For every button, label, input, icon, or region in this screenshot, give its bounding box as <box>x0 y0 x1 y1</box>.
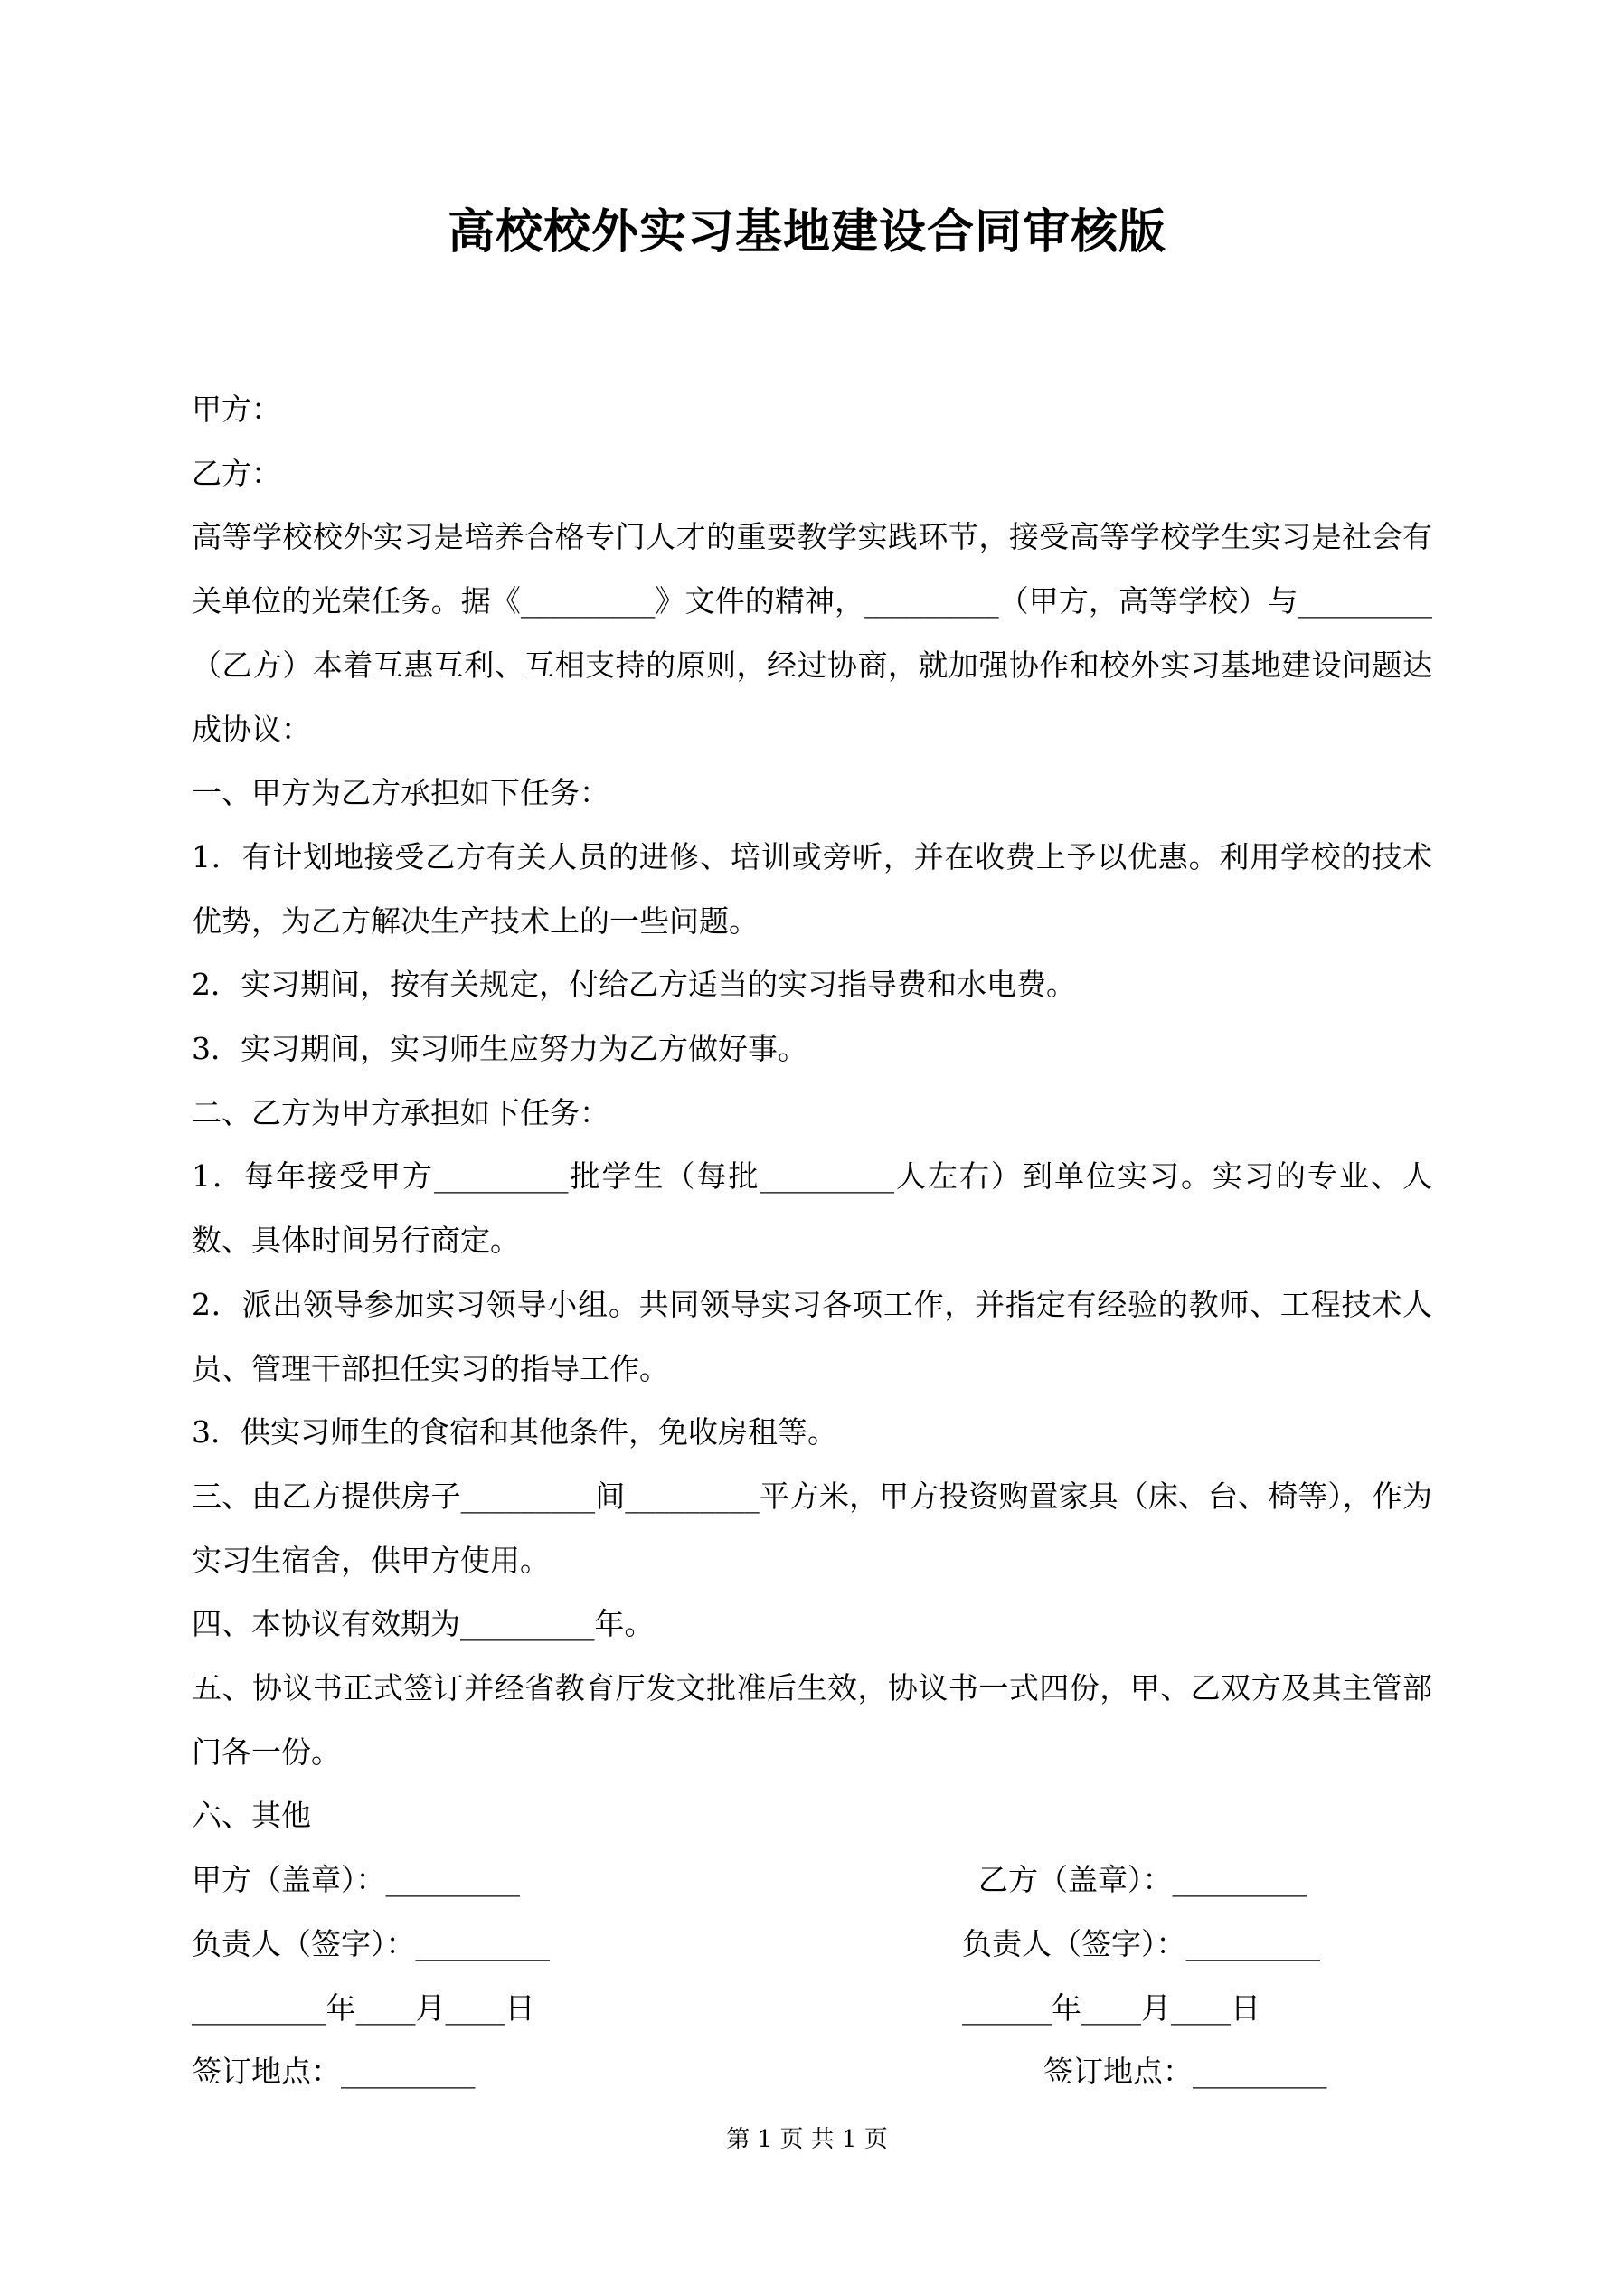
page-footer: 第 1 页 共 1 页 <box>726 2126 888 2153</box>
party-a-date-field: _________年____月____日 <box>192 1989 535 2026</box>
signature-row-date <box>192 1977 1432 2041</box>
party-a-line: 甲方： <box>192 392 281 427</box>
section-2-item-2: 2．派出领导参加实习领导小组。共同领导实习各项工作，并指定有经验的教师、工程技术人员、管理干部担任实习的指导工作。 <box>192 1286 1432 1386</box>
document-body <box>192 378 1432 2104</box>
party-b-location-field: 签订地点：_________ <box>1043 2054 1327 2090</box>
section-3-paragraph: 三、由乙方提供房子_________间_________平方米，甲方投资购置家具（床、台、椅等），作为实习生宿舍，供甲方使用。 <box>192 1478 1432 1578</box>
signature-row-location <box>192 2040 1432 2104</box>
section-4-paragraph: 四、本协议有效期为_________年。 <box>192 1606 655 1642</box>
party-b-representative-field: 负责人（签字）：_________ <box>962 1925 1320 1961</box>
document-title: 高校校外实习基地建设合同审核版 <box>447 204 1166 260</box>
section-1-item-2: 2．实习期间，按有关规定，付给乙方适当的实习指导费和水电费。 <box>192 967 1076 1003</box>
preamble-paragraph: 高等学校校外实习是培养合格专门人才的重要教学实践环节，接受高等学校学生实习是社会有关单位的光荣任务。据《_________》文件的精神，_________（甲方，高等学校）与_________（乙方）本着互惠互利、互相支持的原则，经过协商，就加强协作和校外实习基地建设问题达成协议： <box>192 519 1432 747</box>
party-a-representative-field: 负责人（签字）：_________ <box>192 1925 550 1961</box>
section-2-item-1: 1．每年接受甲方_________批学生（每批_________人左右）到单位实习。实习的专业、人数、具体时间另行商定。 <box>192 1158 1432 1259</box>
party-a-location-field: 签订地点：_________ <box>192 2054 476 2090</box>
section-5-paragraph: 五、协议书正式签订并经省教育厅发文批准后生效，协议书一式四份，甲、乙双方及其主管部门各一份。 <box>192 1670 1432 1770</box>
section-6-heading: 六、其他 <box>192 1798 311 1834</box>
party-a-seal-field: 甲方（盖章）：_________ <box>192 1862 520 1898</box>
section-1-item-3: 3．实习期间，实习师生应努力为乙方做好事。 <box>192 1031 807 1067</box>
section-1-item-1: 1．有计划地接受乙方有关人员的进修、培训或旁听，并在收费上予以优惠。利用学校的技术优势，为乙方解决生产技术上的一些问题。 <box>192 838 1432 939</box>
section-2-item-3: 3．供实习师生的食宿和其他条件，免收房租等。 <box>192 1414 837 1450</box>
section-1-heading: 一、甲方为乙方承担如下任务： <box>192 775 609 811</box>
party-b-date-field: ______年____月____日 <box>962 1989 1260 2026</box>
signature-row-representative <box>192 1913 1432 1977</box>
section-2-heading: 二、乙方为甲方承担如下任务： <box>192 1094 609 1130</box>
signature-row-seal <box>192 1848 1432 1913</box>
party-b-seal-field: 乙方（盖章）：_________ <box>978 1862 1307 1898</box>
party-b-line: 乙方： <box>192 455 281 491</box>
